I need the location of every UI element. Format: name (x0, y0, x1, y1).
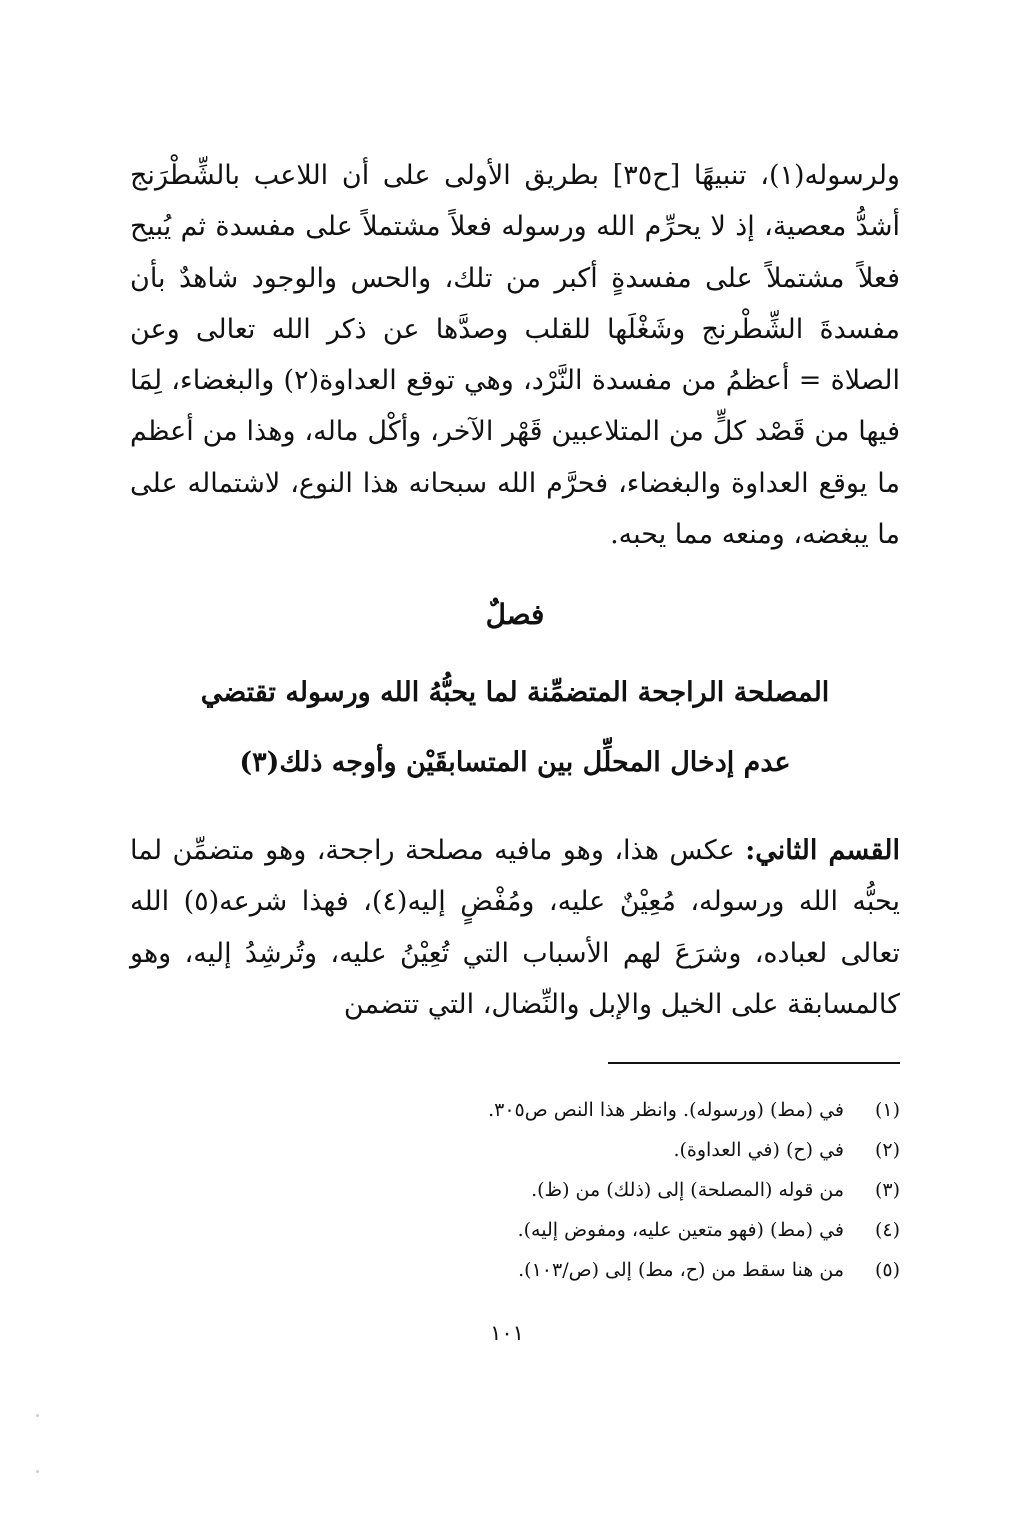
footnote-number: (٤) (874, 1219, 900, 1241)
footnote-item (130, 1210, 900, 1250)
footnote-item (130, 1130, 900, 1170)
footnote-number: (٢) (874, 1139, 900, 1161)
footnotes-list (130, 1090, 900, 1290)
page-number: ١٠١ (490, 1321, 524, 1345)
footnote-number: (٥) (874, 1259, 900, 1281)
scan-speck (36, 1470, 39, 1473)
paragraph-2-lead: القسم الثاني: (745, 835, 900, 866)
body-paragraph-2 (130, 825, 900, 1030)
subheading-line-1: المصلحة الراجحة المتضمِّنة لما يحبُّهُ الله ورسوله تقتضي (200, 677, 830, 708)
body-paragraph-1: ولرسوله(١)، تنبيهًا [ح٣٥] بطريق الأولى على أن اللاعب بالشِّطْرَنج أشدُّ معصية، إذ لا يحرِّم الله ورسوله فعلاً مشتملاً على مفسدة ثم يُبيح فعلاً مشتملاً على مفسدةٍ أكبر من تلك، والحس والوجود شاهدٌ بأن مفسدةَ الشِّطْرنج وشَغْلَها للقلب وصدَّها عن ذكر الله تعالى وعن الصلاة = أعظمُ من مفسدة النَّرْد، وهي توقع العداوة(٢) والبغضاء، لِمَا فيها من قَصْد كلٍّ من المتلاعبين قَهْر الآخر، وأكْل ماله، وهذا من أعظم ما يوقع العداوة والبغضاء، فحرَّم الله سبحانه هذا النوع، لاشتماله على ما يبغضه، ومنعه مما يحبه. (130, 160, 900, 551)
section-title: فصلٌ (485, 598, 545, 631)
paragraph-2-text: عكس هذا، وهو مافيه مصلحة راجحة، وهو متضمِّن لما يحبُّه الله ورسوله، مُعِيْنٌ عليه، ومُفْضٍ إليه(٤)، فهذا شرعه(٥) الله تعالى لعباده، وشرَعَ لهم الأسباب التي تُعِيْنُ عليه، وتُرشِدُ إليه، وهو كالمسابقة على الخيل والإبل والنِّضال، التي تتضمن (130, 835, 900, 1020)
scan-speck (36, 1414, 39, 1417)
footnote-text: من قوله (المصلحة) إلى (ذلك) من (ظ). (531, 1179, 844, 1201)
footnote-item (130, 1250, 900, 1290)
subheading-line-2: عدم إدخال المحلِّل بين المتسابقَيْن وأوجه ذلك(٣) (239, 747, 791, 778)
footnote-text: في (ح) (في العداوة). (673, 1139, 844, 1161)
footnote-item (130, 1170, 900, 1210)
footnote-text: في (مط) (ورسوله). وانظر هذا النص ص٣٠٥. (488, 1099, 844, 1121)
footnote-text: من هنا سقط من (ح، مط) إلى (ص/١٠٣). (518, 1259, 844, 1281)
footnote-item (130, 1090, 900, 1130)
footnote-text: في (مط) (فهو متعين عليه، ومفوض إليه). (517, 1219, 844, 1241)
footnote-separator (608, 1062, 900, 1064)
footnote-number: (٣) (874, 1179, 900, 1201)
footnote-number: (١) (874, 1099, 900, 1121)
